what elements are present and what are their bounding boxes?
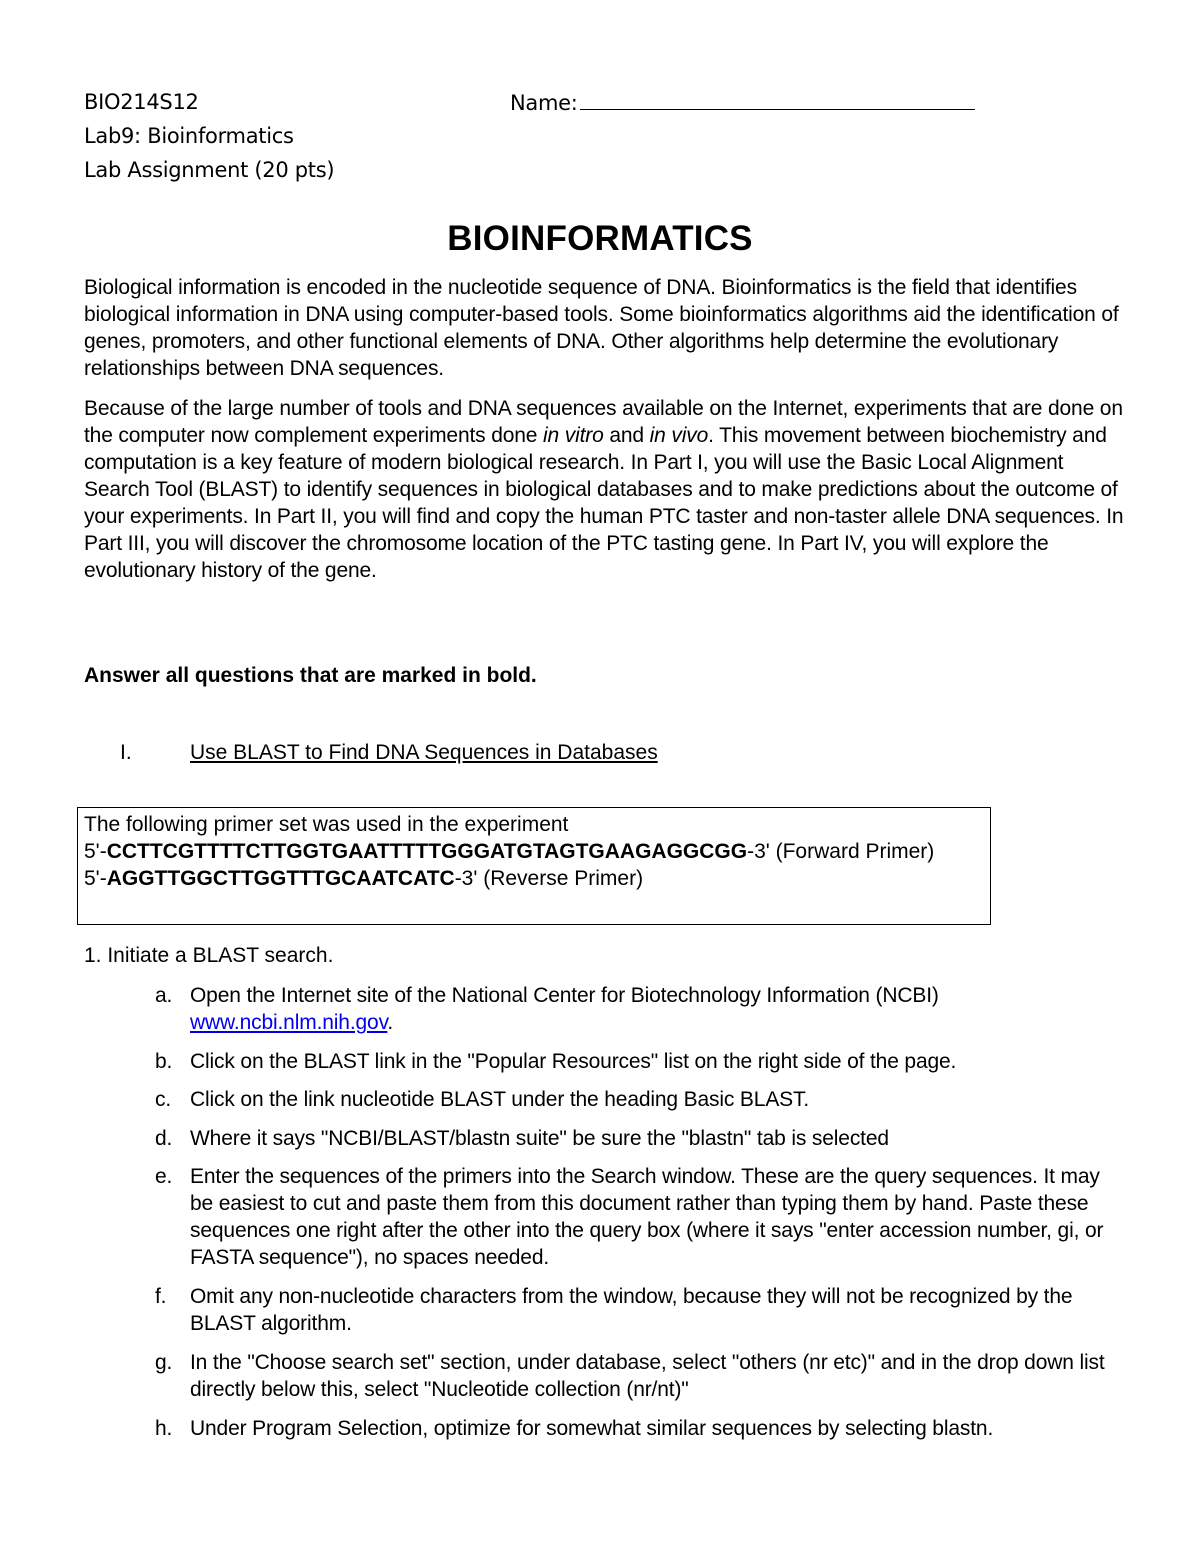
intro-paragraph-2: [84, 395, 1124, 584]
item-text: Under Program Selection, optimize for somewhat similar sequences by selecting blastn.: [190, 1417, 994, 1440]
ncbi-link[interactable]: www.ncbi.nlm.nih.gov: [190, 1011, 388, 1034]
item-text: Click on the BLAST link in the "Popular Resources" list on the right side of the page.: [190, 1050, 957, 1073]
reverse-suffix: -3': [454, 867, 478, 890]
instruction-text: Answer all questions that are marked in bold.: [84, 664, 537, 687]
reverse-primer-sequence: AGGTTGGCTTGGTTTGCAATCATC: [106, 867, 455, 890]
intro-p2-text: [84, 395, 1124, 584]
item-text: Where it says "NCBI/BLAST/blastn suite" be sure the "blastn" tab is selected: [190, 1127, 889, 1150]
item-letter: f.: [155, 1285, 167, 1308]
lab-title: Lab9: Bioinformatics: [84, 124, 294, 148]
list-item-f: [155, 1283, 1125, 1337]
list-item-e: [155, 1163, 1125, 1271]
item-text: [190, 982, 1125, 1036]
reverse-primer: [84, 865, 984, 892]
item-letter: e.: [155, 1165, 173, 1188]
item-text: Enter the sequences of the primers into the Search window. These are the query sequences. It may be easiest to cut and paste them from this document rather than typing them by hand. Paste these sequences one right after the other into the query box (where it says "enter accession number, gi, or FASTA sequence"), no spaces needed.: [190, 1165, 1104, 1269]
primer-box: [77, 807, 991, 925]
section-heading: [120, 739, 658, 766]
page-title: BIOINFORMATICS: [447, 219, 753, 258]
item-text: In the "Choose search set" section, under database, select "others (nr etc)" and in the drop down list directly below this, select "Nucleotide collection (nr/nt)": [190, 1351, 1105, 1401]
reverse-prefix: 5'-: [84, 867, 107, 890]
list-item-c: [155, 1086, 1125, 1113]
forward-prefix: 5'-: [84, 840, 107, 863]
item-a-text: Open the Internet site of the National Center for Biotechnology Information (NCBI): [190, 984, 939, 1007]
section-title: Use BLAST to Find DNA Sequences in Databases: [190, 741, 658, 764]
item-letter: d.: [155, 1127, 173, 1150]
course-code: BIO214S12: [84, 90, 199, 114]
forward-label: (Forward Primer): [769, 840, 935, 863]
list-item-b: [155, 1048, 1125, 1075]
name-field[interactable]: [510, 89, 975, 116]
item-letter: g.: [155, 1351, 173, 1374]
in-vivo-text: in vivo: [649, 424, 709, 447]
list-item-a: [155, 982, 1125, 1036]
section-number: I.: [120, 741, 132, 764]
forward-primer: [84, 838, 984, 865]
in-vitro-text: in vitro: [543, 424, 604, 447]
list-item-g: [155, 1349, 1125, 1403]
step-1: 1. Initiate a BLAST search.: [84, 944, 334, 967]
list-item-h: [155, 1415, 1125, 1442]
reverse-label: (Reverse Primer): [477, 867, 644, 890]
item-letter: a.: [155, 984, 173, 1007]
assignment-title: Lab Assignment (20 pts): [84, 158, 335, 182]
item-a-end: .: [387, 1011, 394, 1034]
item-text: Omit any non-nucleotide characters from the window, because they will not be recognized by the BLAST algorithm.: [190, 1285, 1073, 1335]
forward-suffix: -3': [747, 840, 770, 863]
list-item-d: [155, 1125, 1125, 1152]
item-letter: b.: [155, 1050, 173, 1073]
intro-p1-text: Biological information is encoded in the nucleotide sequence of DNA. Bioinformatics is the field that identifies biological information in DNA using computer-based tools. Some bioinformatics algorithms aid the identification of genes, promoters, and other functional elements of DNA. Other algorithms help determine the evolutionary relationships between DNA sequences.: [84, 276, 1119, 380]
forward-primer-sequence: CCTTCGTTTTCTTGGTGAATTTTTGGGATGTAGTGAAGAGGCGG: [106, 840, 748, 863]
item-letter: c.: [155, 1088, 172, 1111]
intro-p2-part-b: . This movement between biochemistry and computation is a key feature of modern biological research. In Part I, you will use the Basic Local Alignment Search Tool (BLAST) to identify sequences in biological databases and to make predictions about the outcome of your experiments. In Part II, you will find and copy the human PTC taster and non-taster allele DNA sequences. In Part III, you will discover the chromosome location of the PTC tasting gene. In Part IV, you will explore the evolutionary history of the gene.: [84, 424, 1124, 582]
item-letter: h.: [155, 1417, 173, 1440]
primer-intro: The following primer set was used in the experiment: [84, 813, 569, 836]
intro-p2-part-a: Because of the large number of tools and DNA sequences available on the Internet, experiments that are done on the computer now complement experiments done: [84, 397, 1123, 447]
item-text: Click on the link nucleotide BLAST under the heading Basic BLAST.: [190, 1088, 810, 1111]
name-label: Name:: [510, 91, 578, 115]
intro-p2-and: and: [603, 424, 650, 447]
intro-paragraph-1: [84, 274, 1124, 382]
name-blank-line[interactable]: [580, 89, 975, 110]
